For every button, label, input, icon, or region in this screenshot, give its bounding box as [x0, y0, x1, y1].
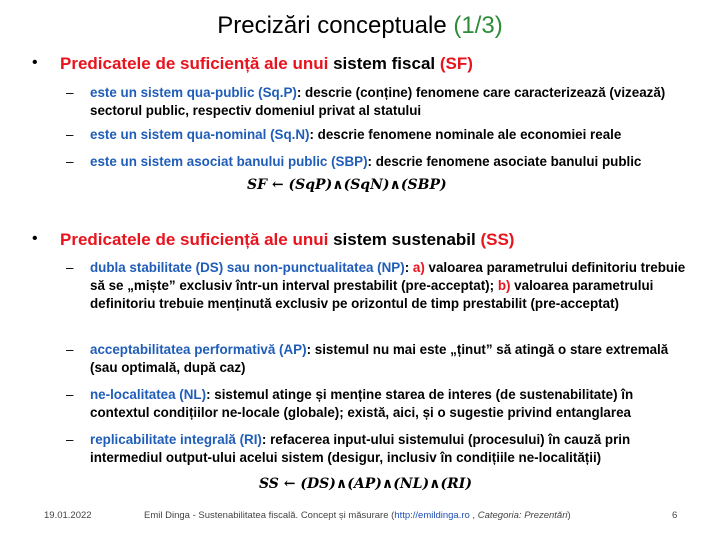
ss-item-1-desc-a: valoarea parametrului definitoriu trebuie să se „miște” exclusiv într-un interval prestabilit (pre-acceptat); [90, 260, 686, 293]
sf-item-1-desc: : descrie (conține) fenomene care caracterizează (vizează) sectorul public, respectiv domeniul privat al statului [90, 85, 666, 118]
heading-sf [60, 54, 473, 74]
footer-date: 19.01.2022 [44, 510, 92, 521]
bullet-marker: • [32, 230, 38, 247]
heading-ss [60, 230, 514, 250]
footer-category: Categoria: Prezentări [477, 510, 568, 521]
ss-item-4-desc: : refacerea input-ului sistemului (procesului) în cauză prin intermediul output-ului acelui sistem (desigur, inclusiv în condițiile ne-localității) [90, 432, 631, 465]
heading-sf-red: Predicatele de suficiență ale unui [60, 54, 329, 73]
dash-marker: – [66, 432, 74, 447]
footer-source [144, 510, 571, 521]
sf-item-3-term: este un sistem asociat banului public (SBP) [90, 154, 368, 169]
slide-title-number: (1/3) [453, 12, 503, 39]
heading-ss-red: Predicatele de suficiență ale unui [60, 230, 329, 249]
dash-marker: – [66, 154, 74, 169]
heading-sf-black: sistem fiscal [333, 54, 436, 73]
sf-item-3 [66, 153, 686, 171]
heading-sf-abbr: (SF) [439, 54, 473, 73]
slide-title [0, 12, 720, 40]
footer-page-number: 6 [672, 510, 678, 521]
ss-item-1-mark-b: b) [497, 278, 511, 293]
dash-marker: – [66, 342, 74, 357]
ss-item-4 [66, 431, 686, 467]
sf-item-1 [66, 84, 686, 120]
ss-item-2-desc: : sistemul nu mai este „ținut” să atingă o stare extremală (sau optimală, după caz) [90, 342, 669, 375]
ss-item-2 [66, 341, 686, 377]
sf-item-1-term: este un sistem qua-public (Sq.P) [90, 85, 297, 100]
ss-item-1 [66, 259, 686, 313]
ss-item-4-term: replicabilitate integrală (RI) [90, 432, 262, 447]
formula-ss: SS ← (DS)∧(AP)∧(NL)∧(RI) [259, 476, 472, 492]
dash-marker: – [66, 127, 74, 142]
ss-item-1-desc-b: valoarea parametrului definitoriu trebuie menținută exclusiv pe orizontul de timp prestabilit (pre-acceptat) [90, 278, 654, 311]
ss-item-1-mark-a: a) [412, 260, 425, 275]
bullet-marker: • [32, 54, 38, 71]
dash-marker: – [66, 85, 74, 100]
dash-marker: – [66, 387, 74, 402]
ss-item-3-desc: : sistemul atinge și menține starea de interes (de sustenabilitate) în contextul condițiilor ne-locale (globale); există, aici, și o sugestie privind entanglarea [90, 387, 634, 420]
ss-item-1-term: dubla stabilitate (DS) sau non-punctualitatea (NP) [90, 260, 405, 275]
ss-item-1-sep: : [404, 260, 413, 275]
heading-ss-abbr: (SS) [480, 230, 515, 249]
ss-item-2-term: acceptabilitatea performativă (AP) [90, 342, 307, 357]
footer-link[interactable]: http://emildinga.ro [394, 510, 470, 521]
dash-marker: – [66, 260, 74, 275]
slide-title-main: Precizări conceptuale [217, 12, 447, 39]
sf-item-2-term: este un sistem qua-nominal (Sq.N) [90, 127, 310, 142]
formula-sf: SF ← (SqP)∧(SqN)∧(SBP) [247, 177, 447, 193]
sf-item-2 [66, 126, 686, 144]
ss-item-3-term: ne-localitatea (NL) [90, 387, 207, 402]
sf-item-3-desc: : descrie fenomene asociate banului public [367, 154, 642, 169]
heading-ss-black: sistem sustenabil [333, 230, 476, 249]
footer-author: Emil Dinga - Sustenabilitatea fiscală. Concept și măsurare ( [144, 510, 395, 521]
sf-item-2-desc: : descrie fenomene nominale ale economiei reale [309, 127, 622, 142]
footer-separator: , [469, 510, 478, 521]
footer-suffix: ) [567, 510, 571, 521]
ss-item-3 [66, 386, 686, 422]
